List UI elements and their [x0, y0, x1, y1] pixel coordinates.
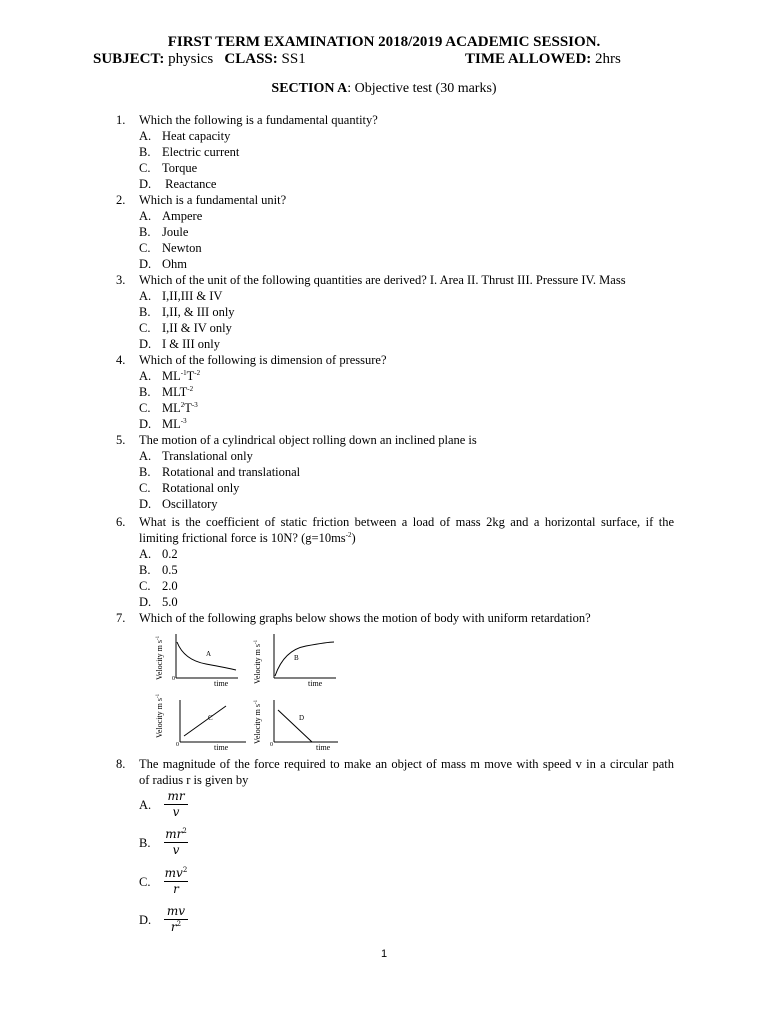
- dim-exponent: -2: [194, 368, 201, 377]
- option-text: [162, 384, 193, 400]
- x-axis-label: time: [214, 743, 229, 752]
- velocity-time-graphs-figure: [156, 630, 366, 752]
- option-text: 2.0: [162, 579, 178, 593]
- subject-label: SUBJECT:: [93, 51, 165, 67]
- question-text: The motion of a cylindrical object rolling down an inclined plane is: [139, 433, 477, 447]
- origin-label: 0: [176, 742, 179, 748]
- option-text: 0.5: [162, 563, 178, 577]
- option-text: I,II,III & IV: [162, 289, 223, 303]
- option-letter: D.: [139, 417, 152, 431]
- option-letter: B.: [139, 836, 151, 850]
- dim-exponent: -3: [180, 416, 187, 425]
- numerator-text: mr: [165, 827, 183, 841]
- numerator: [164, 827, 188, 843]
- time-label: TIME ALLOWED:: [465, 51, 592, 67]
- class-label: CLASS:: [224, 51, 278, 67]
- denominator: r: [173, 882, 179, 896]
- time-value: 2hrs: [595, 51, 621, 67]
- option-letter: A.: [139, 449, 152, 463]
- fraction-option-d: [164, 904, 188, 935]
- option-text: Torque: [162, 161, 198, 175]
- fraction-option-b: [164, 827, 188, 858]
- option-text: Heat capacity: [162, 129, 231, 143]
- y-axis-label: Velocity m $s^{-1}$: [253, 699, 262, 744]
- subject-line: [93, 51, 633, 68]
- option-text: Oscillatory: [162, 497, 218, 511]
- question-number: 5.: [116, 433, 126, 447]
- question-number: 4.: [116, 353, 126, 367]
- section-text: : Objective test (30 marks): [347, 81, 497, 96]
- option-letter: B.: [139, 385, 151, 399]
- option-letter: D.: [139, 257, 152, 271]
- page-number: 1: [380, 948, 388, 960]
- option-text: 0.2: [162, 547, 178, 561]
- dim-base: MLT: [162, 385, 188, 399]
- question-text: [139, 530, 356, 546]
- question-text: Which of the following is dimension of pressure?: [139, 353, 387, 367]
- option-letter: B.: [139, 563, 151, 577]
- option-letter: B.: [139, 225, 151, 239]
- option-letter: C.: [139, 875, 151, 889]
- question-text: Which of the following graphs below shows the motion of body with uniform retardation?: [139, 611, 591, 625]
- question-number: 6.: [116, 515, 126, 529]
- denominator: v: [172, 843, 180, 857]
- question-number: 8.: [116, 757, 126, 771]
- option-text: Ampere: [162, 209, 203, 223]
- y-axis-label: Velocity m $s^{-1}$: [155, 635, 164, 680]
- graph-label: C: [208, 714, 213, 722]
- question-text: The magnitude of the force required to make an object of mass m move with speed v in a circular path: [139, 757, 674, 771]
- fraction-option-a: [164, 789, 188, 820]
- y-axis-label: Velocity m $s^{-1}$: [155, 693, 164, 738]
- option-text: I,II & IV only: [162, 321, 232, 335]
- option-letter: C.: [139, 481, 151, 495]
- option-letter: A.: [139, 798, 152, 812]
- question-number: 2.: [116, 193, 126, 207]
- question-text: Which is a fundamental unit?: [139, 193, 287, 207]
- origin-label: 0: [270, 742, 273, 748]
- exponent: 2: [182, 827, 187, 835]
- fraction-option-c: [164, 866, 188, 897]
- class-value: SS1: [281, 51, 306, 67]
- section-label: SECTION A: [271, 81, 348, 96]
- graph-label: D: [299, 714, 305, 722]
- question-text-part: ): [351, 531, 356, 545]
- dim-exponent: -1: [180, 368, 187, 377]
- question-number: 7.: [116, 611, 126, 625]
- numerator: mr: [164, 789, 188, 805]
- exponent: 2: [182, 866, 188, 874]
- option-text: [162, 368, 200, 384]
- option-letter: B.: [139, 145, 151, 159]
- option-text: 5.0: [162, 595, 178, 609]
- option-letter: A.: [139, 369, 152, 383]
- question-text: Which of the unit of the following quantities are derived? I. Area II. Thrust III. Pressure IV. Mass: [139, 273, 626, 287]
- dim-base: ML: [162, 401, 181, 415]
- origin-label: 0: [172, 676, 175, 682]
- subject-value: physics: [168, 51, 214, 67]
- question-number: 3.: [116, 273, 126, 287]
- option-letter: C.: [139, 161, 151, 175]
- denominator: [164, 920, 188, 935]
- question-text: Which the following is a fundamental quantity?: [139, 113, 378, 127]
- graph-d: [253, 699, 338, 752]
- option-letter: D.: [139, 595, 152, 609]
- option-text: I & III only: [162, 337, 220, 351]
- dim-base: ML: [162, 417, 181, 431]
- dim-base: T: [184, 401, 192, 415]
- option-text: Joule: [162, 225, 189, 239]
- denominator-text: r: [170, 920, 177, 934]
- numerator-text: mv: [164, 866, 183, 880]
- denominator: v: [172, 805, 180, 819]
- option-letter: A.: [139, 209, 152, 223]
- dim-exponent: 2: [180, 400, 185, 409]
- question-text: of radius r is given by: [139, 773, 249, 787]
- option-letter: B.: [139, 465, 151, 479]
- x-axis-label: time: [316, 743, 331, 752]
- dim-base: T: [186, 369, 195, 383]
- option-letter: D.: [139, 177, 152, 191]
- option-letter: B.: [139, 305, 151, 319]
- option-text: Rotational and translational: [162, 465, 301, 479]
- option-letter: C.: [139, 321, 151, 335]
- option-text: Newton: [162, 241, 202, 255]
- question-text: What is the coefficient of static friction between a load of mass 2kg and a horizontal surface, if the: [139, 515, 674, 529]
- numerator: [164, 866, 188, 882]
- option-text: [162, 416, 187, 432]
- option-letter: A.: [139, 129, 152, 143]
- dim-exponent: -3: [191, 400, 198, 409]
- graph-b: [253, 634, 336, 688]
- question-number: 1.: [116, 113, 126, 127]
- option-letter: A.: [139, 289, 152, 303]
- exam-title: FIRST TERM EXAMINATION 2018/2019 ACADEMIC SESSION.: [167, 34, 601, 50]
- time-allowed: [465, 51, 621, 68]
- option-letter: D.: [139, 337, 152, 351]
- exponent: 2: [176, 920, 182, 928]
- question-text-part: limiting frictional force is 10N? (g=10ms: [139, 531, 346, 545]
- graph-label: A: [206, 650, 212, 658]
- option-text: Translational only: [162, 449, 253, 463]
- option-letter: D.: [139, 497, 152, 511]
- graph-c: [155, 693, 246, 752]
- dim-exponent: -2: [187, 384, 194, 393]
- option-text: I,II, & III only: [162, 305, 235, 319]
- option-text: Ohm: [162, 257, 187, 271]
- option-text: Electric current: [162, 145, 240, 159]
- unit-exponent: -2: [345, 530, 352, 539]
- option-letter: C.: [139, 401, 151, 415]
- x-axis-label: time: [214, 679, 229, 688]
- option-text: Rotational only: [162, 481, 240, 495]
- graph-label: B: [294, 654, 299, 662]
- option-text: Reactance: [162, 177, 217, 191]
- y-axis-label: Velocity m $s^{-1}$: [253, 639, 262, 684]
- option-text: [162, 400, 198, 416]
- graph-a: [155, 634, 238, 688]
- dim-base: ML: [162, 369, 181, 383]
- option-letter: A.: [139, 547, 152, 561]
- x-axis-label: time: [308, 679, 323, 688]
- option-letter: C.: [139, 579, 151, 593]
- option-letter: C.: [139, 241, 151, 255]
- section-heading: [0, 81, 768, 97]
- option-letter: D.: [139, 913, 152, 927]
- numerator: mv: [164, 904, 188, 920]
